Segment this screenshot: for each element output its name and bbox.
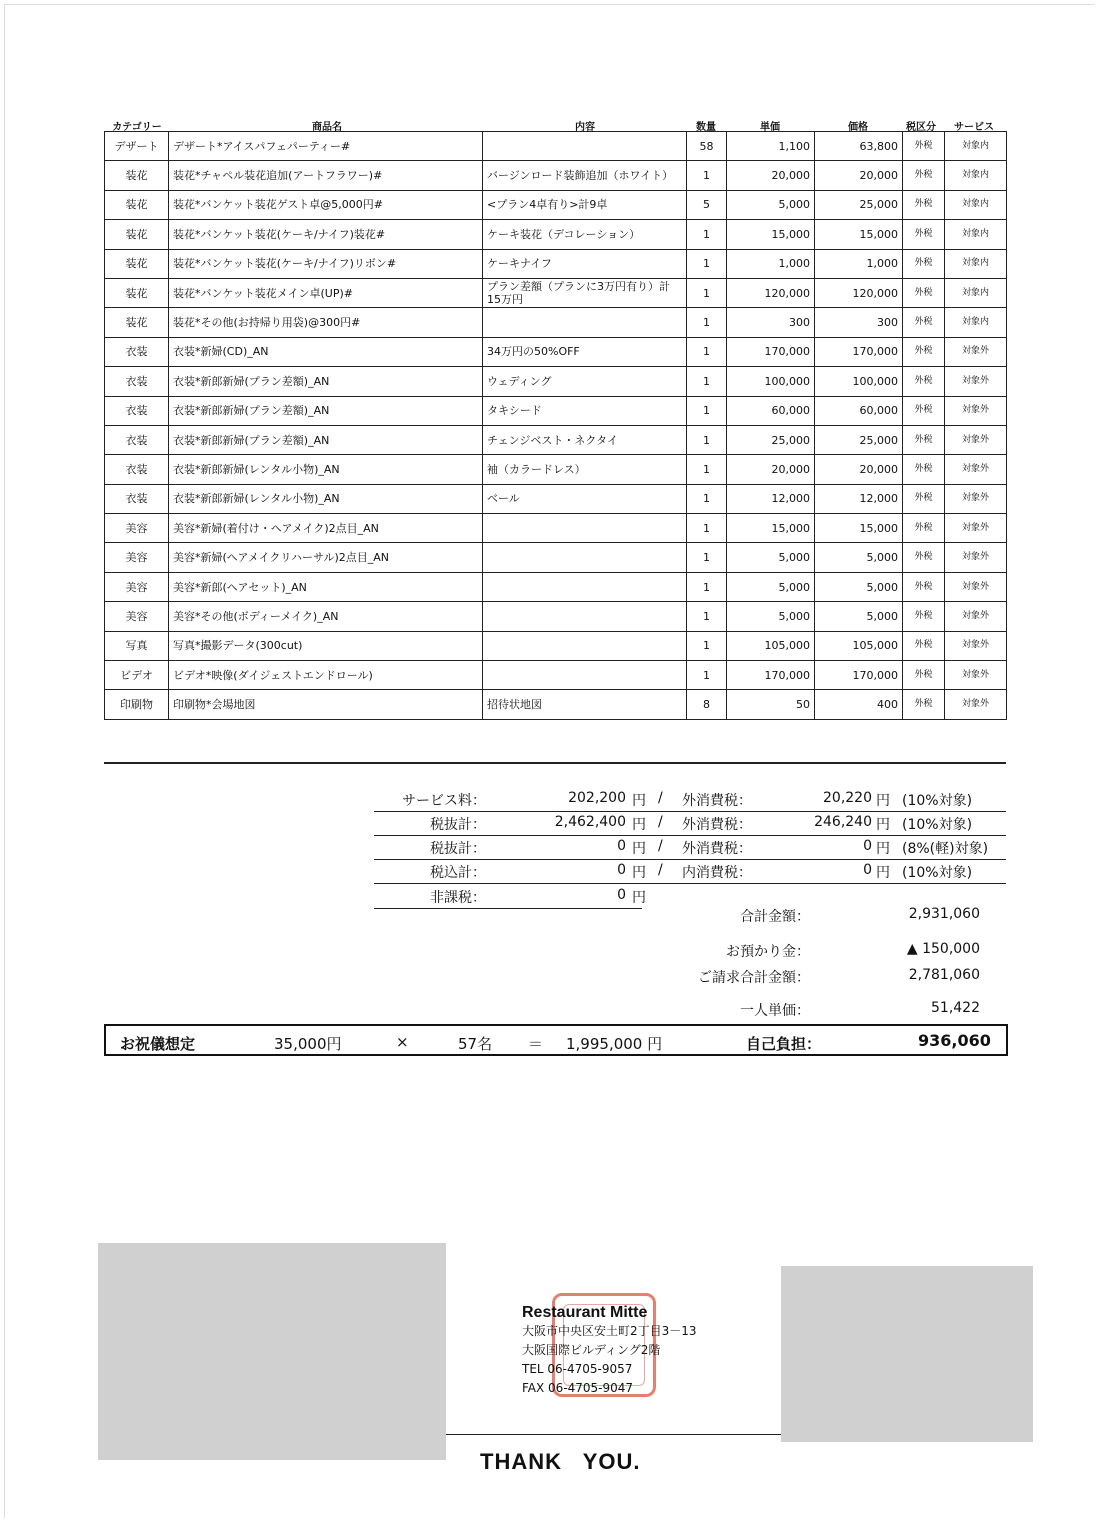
- summary-row: [374, 860, 1006, 884]
- row-category: ビデオ: [105, 661, 169, 690]
- row-tax-type: 外税: [903, 190, 945, 219]
- row-name: 装花*バンケット装花メイン卓(UP)#: [169, 278, 483, 307]
- summary-tax-yen: 円: [876, 793, 890, 809]
- row-price: 25,000: [815, 190, 903, 219]
- row-name: 衣装*新郎新婦(レンタル小物)_AN: [169, 484, 483, 513]
- row-unit-price: 25,000: [727, 425, 815, 454]
- summary-tax-label: 内消費税：: [682, 865, 752, 881]
- row-name: 衣装*新郎新婦(プラン差額)_AN: [169, 425, 483, 454]
- row-tax-type: 外税: [903, 690, 945, 719]
- row-name: 装花*バンケット装花(ケーキ/ナイフ)リボン#: [169, 249, 483, 278]
- row-content: 34万円の50%OFF: [483, 337, 687, 366]
- row-category: 美容: [105, 572, 169, 601]
- billing-row: [700, 967, 990, 989]
- row-qty: 1: [687, 514, 727, 543]
- row-unit-price: 5,000: [727, 602, 815, 631]
- header-qty: 数量: [696, 122, 716, 133]
- row-tax-type: 外税: [903, 337, 945, 366]
- row-unit-price: 5,000: [727, 543, 815, 572]
- row-unit-price: 100,000: [727, 367, 815, 396]
- row-name: 印刷物*会場地図: [169, 690, 483, 719]
- row-service: 対象外: [945, 455, 1007, 484]
- summary-slash: /: [658, 862, 663, 878]
- row-category: 衣装: [105, 367, 169, 396]
- row-name: 装花*チャペル装花追加(アートフラワー)#: [169, 161, 483, 190]
- table-row: [105, 308, 1007, 337]
- restaurant-info: [522, 1303, 697, 1398]
- row-category: 美容: [105, 602, 169, 631]
- table-row: [105, 602, 1007, 631]
- row-tax-type: 外税: [903, 661, 945, 690]
- row-price: 12,000: [815, 484, 903, 513]
- row-category: 衣装: [105, 396, 169, 425]
- row-unit-price: 15,000: [727, 514, 815, 543]
- row-tax-type: 外税: [903, 425, 945, 454]
- per-person-label: 一人単価：: [740, 1003, 810, 1019]
- row-qty: 1: [687, 161, 727, 190]
- table-row: [105, 690, 1007, 719]
- billing-value: 2,781,060: [908, 967, 980, 983]
- self-pay-value: 936,060: [918, 1031, 991, 1050]
- row-price: 105,000: [815, 631, 903, 660]
- summary-underline: [374, 908, 642, 909]
- summary-label: 税抜計：: [430, 817, 486, 833]
- summary-tax-note: (10%対象): [902, 817, 973, 833]
- gift-per-guest: 35,000円: [274, 1035, 342, 1053]
- summary-label: 税抜計：: [430, 841, 486, 857]
- summary-tax-amount: 246,240: [814, 814, 872, 830]
- gift-label: お祝儀想定: [120, 1035, 196, 1053]
- row-tax-type: 外税: [903, 249, 945, 278]
- row-price: 15,000: [815, 220, 903, 249]
- row-unit-price: 20,000: [727, 161, 815, 190]
- summary-tax-note: (10%対象): [902, 793, 973, 809]
- address-line-2: 大阪国際ビルディング2階: [522, 1343, 661, 1357]
- row-content: [483, 661, 687, 690]
- row-service: 対象外: [945, 602, 1007, 631]
- row-tax-type: 外税: [903, 455, 945, 484]
- summary-tax-amount: 0: [863, 862, 872, 878]
- row-tax-type: 外税: [903, 543, 945, 572]
- row-name: 衣装*新婦(CD)_AN: [169, 337, 483, 366]
- table-row: [105, 514, 1007, 543]
- row-name: 装花*その他(お持帰り用袋)@300円#: [169, 308, 483, 337]
- row-content: [483, 543, 687, 572]
- header-name: 商品名: [312, 122, 342, 133]
- row-qty: 58: [687, 132, 727, 161]
- row-name: 装花*バンケット装花ゲスト卓@5,000円#: [169, 190, 483, 219]
- summary-slash: /: [658, 790, 663, 806]
- table-row: [105, 132, 1007, 161]
- row-name: 衣装*新郎新婦(プラン差額)_AN: [169, 367, 483, 396]
- row-name: 衣装*新郎新婦(プラン差額)_AN: [169, 396, 483, 425]
- row-price: 5,000: [815, 572, 903, 601]
- gift-equals: ＝: [528, 1035, 544, 1053]
- summary-tax-amount: 20,220: [823, 790, 872, 806]
- header-content: 内容: [575, 122, 595, 133]
- summary-amount: 0: [617, 838, 626, 854]
- row-name: デザート*アイスパフェパーティー#: [169, 132, 483, 161]
- row-tax-type: 外税: [903, 161, 945, 190]
- row-category: 衣装: [105, 425, 169, 454]
- summary-tax-note: (10%対象): [902, 865, 973, 881]
- row-category: 装花: [105, 308, 169, 337]
- total-value: 2,931,060: [908, 906, 980, 922]
- row-content: 袖（カラードレス）: [483, 455, 687, 484]
- row-service: 対象外: [945, 631, 1007, 660]
- row-category: 装花: [105, 190, 169, 219]
- table-row: [105, 278, 1007, 307]
- row-qty: 1: [687, 308, 727, 337]
- row-content: ケーキ装花（デコレーション）: [483, 220, 687, 249]
- row-service: 対象外: [945, 572, 1007, 601]
- gift-total: 1,995,000 円: [566, 1035, 663, 1053]
- row-qty: 1: [687, 337, 727, 366]
- row-service: 対象内: [945, 308, 1007, 337]
- summary-tax-label: 外消費税：: [682, 817, 752, 833]
- row-name: 美容*新婦(着付け・ヘアメイク)2点目_AN: [169, 514, 483, 543]
- row-service: 対象外: [945, 337, 1007, 366]
- summary-row: [374, 836, 1006, 860]
- row-tax-type: 外税: [903, 220, 945, 249]
- row-category: 美容: [105, 514, 169, 543]
- row-tax-type: 外税: [903, 631, 945, 660]
- row-price: 15,000: [815, 514, 903, 543]
- row-service: 対象外: [945, 425, 1007, 454]
- row-unit-price: 170,000: [727, 337, 815, 366]
- row-unit-price: 1,000: [727, 249, 815, 278]
- row-service: 対象内: [945, 220, 1007, 249]
- row-content: ウェディング: [483, 367, 687, 396]
- gift-guests: 57名: [458, 1035, 493, 1053]
- row-service: 対象内: [945, 249, 1007, 278]
- row-price: 5,000: [815, 543, 903, 572]
- row-service: 対象内: [945, 190, 1007, 219]
- row-service: 対象内: [945, 161, 1007, 190]
- row-price: 1,000: [815, 249, 903, 278]
- row-tax-type: 外税: [903, 132, 945, 161]
- row-content: [483, 572, 687, 601]
- gift-times: ×: [396, 1033, 409, 1051]
- row-content: [483, 132, 687, 161]
- row-content: チェンジベスト・ネクタイ: [483, 425, 687, 454]
- row-category: 装花: [105, 278, 169, 307]
- redacted-block-left: [98, 1243, 446, 1460]
- row-category: 衣装: [105, 455, 169, 484]
- row-qty: 5: [687, 190, 727, 219]
- deposit-value: ▲ 150,000: [906, 941, 980, 957]
- row-name: 美容*その他(ボディーメイク)_AN: [169, 602, 483, 631]
- row-tax-type: 外税: [903, 602, 945, 631]
- row-category: 装花: [105, 220, 169, 249]
- row-service: 対象外: [945, 543, 1007, 572]
- row-unit-price: 1,100: [727, 132, 815, 161]
- summary-yen: 円: [632, 793, 646, 809]
- row-tax-type: 外税: [903, 308, 945, 337]
- table-row: [105, 249, 1007, 278]
- summary-tax-amount: 0: [863, 838, 872, 854]
- row-category: 衣装: [105, 484, 169, 513]
- address-line-1: 大阪市中央区安土町2丁目3－13: [522, 1324, 697, 1338]
- summary-divider: [104, 762, 1006, 764]
- row-tax-type: 外税: [903, 367, 945, 396]
- summary-row: [374, 812, 1006, 836]
- summary-yen: 円: [632, 817, 646, 833]
- row-content: [483, 514, 687, 543]
- row-qty: 8: [687, 690, 727, 719]
- row-qty: 1: [687, 572, 727, 601]
- row-unit-price: 12,000: [727, 484, 815, 513]
- header-unit: 単価: [760, 122, 780, 133]
- thank-you-text: THANK YOU.: [480, 1449, 641, 1474]
- row-qty: 1: [687, 631, 727, 660]
- summary-amount: 0: [617, 862, 626, 878]
- row-content: [483, 308, 687, 337]
- row-price: 20,000: [815, 455, 903, 484]
- row-service: 対象外: [945, 661, 1007, 690]
- summary-row: [374, 788, 1006, 812]
- row-qty: 1: [687, 484, 727, 513]
- restaurant-name: Restaurant Mitte: [522, 1304, 648, 1321]
- row-category: 衣装: [105, 337, 169, 366]
- row-tax-type: 外税: [903, 396, 945, 425]
- row-service: 対象外: [945, 690, 1007, 719]
- summary-underline: [374, 883, 1006, 884]
- summary-amount: 202,200: [568, 790, 626, 806]
- table-row: [105, 543, 1007, 572]
- summary-label: 税込計：: [430, 865, 486, 881]
- table-row: [105, 367, 1007, 396]
- row-price: 20,000: [815, 161, 903, 190]
- row-content: プラン差額（プランに3万円有り）計15万円: [483, 278, 687, 307]
- summary-label: 非課税：: [430, 890, 486, 906]
- total-amount-row: [700, 906, 990, 928]
- row-price: 170,000: [815, 337, 903, 366]
- row-price: 60,000: [815, 396, 903, 425]
- row-price: 170,000: [815, 661, 903, 690]
- summary-yen: 円: [632, 865, 646, 881]
- total-label: 合計金額：: [740, 909, 810, 925]
- summary-tax-yen: 円: [876, 865, 890, 881]
- self-pay-label: 自己負担：: [746, 1035, 822, 1053]
- row-price: 5,000: [815, 602, 903, 631]
- row-content: タキシード: [483, 396, 687, 425]
- row-qty: 1: [687, 425, 727, 454]
- table-row: [105, 190, 1007, 219]
- table-row: [105, 161, 1007, 190]
- summary-amount: 2,462,400: [554, 814, 626, 830]
- row-service: 対象内: [945, 278, 1007, 307]
- row-unit-price: 5,000: [727, 190, 815, 219]
- row-price: 400: [815, 690, 903, 719]
- row-category: 写真: [105, 631, 169, 660]
- row-name: ビデオ*映像(ダイジェストエンドロール): [169, 661, 483, 690]
- row-tax-type: 外税: [903, 278, 945, 307]
- row-qty: 1: [687, 602, 727, 631]
- row-content: [483, 631, 687, 660]
- row-tax-type: 外税: [903, 514, 945, 543]
- items-table-body: [105, 132, 1007, 720]
- row-service: 対象外: [945, 396, 1007, 425]
- items-table: [104, 131, 1007, 720]
- header-service: サービス: [954, 122, 994, 133]
- summary-slash: /: [658, 838, 663, 854]
- row-qty: 1: [687, 543, 727, 572]
- items-table-header: [104, 112, 1006, 132]
- summary-yen: 円: [632, 841, 646, 857]
- per-person-row: [700, 1000, 990, 1022]
- row-category: 美容: [105, 543, 169, 572]
- table-row: [105, 425, 1007, 454]
- row-tax-type: 外税: [903, 484, 945, 513]
- row-service: 対象外: [945, 484, 1007, 513]
- row-name: 衣装*新郎新婦(レンタル小物)_AN: [169, 455, 483, 484]
- row-price: 120,000: [815, 278, 903, 307]
- row-content: バージンロード装飾追加（ホワイト）: [483, 161, 687, 190]
- row-unit-price: 15,000: [727, 220, 815, 249]
- row-unit-price: 170,000: [727, 661, 815, 690]
- summary-tax-yen: 円: [876, 817, 890, 833]
- row-unit-price: 5,000: [727, 572, 815, 601]
- row-price: 300: [815, 308, 903, 337]
- row-qty: 1: [687, 396, 727, 425]
- row-price: 63,800: [815, 132, 903, 161]
- row-name: 美容*新婦(ヘアメイクリハーサル)2点目_AN: [169, 543, 483, 572]
- row-service: 対象内: [945, 132, 1007, 161]
- per-person-value: 51,422: [931, 1000, 980, 1016]
- table-row: [105, 396, 1007, 425]
- summary-label: サービス料：: [402, 793, 486, 809]
- header-tax: 税区分: [906, 122, 936, 133]
- row-content: <プラン4卓有り>計9卓: [483, 190, 687, 219]
- row-category: 装花: [105, 249, 169, 278]
- tel-number: TEL 06-4705-9057: [522, 1362, 633, 1376]
- row-tax-type: 外税: [903, 572, 945, 601]
- row-qty: 1: [687, 455, 727, 484]
- gift-estimate-box: [104, 1024, 1008, 1056]
- row-content: ベール: [483, 484, 687, 513]
- row-category: 印刷物: [105, 690, 169, 719]
- table-row: [105, 661, 1007, 690]
- billing-label: ご請求合計金額：: [698, 970, 810, 986]
- header-price: 価格: [848, 122, 868, 133]
- deposit-label: お預かり金：: [726, 944, 810, 960]
- row-service: 対象外: [945, 514, 1007, 543]
- row-qty: 1: [687, 661, 727, 690]
- row-unit-price: 50: [727, 690, 815, 719]
- summary-tax-label: 外消費税：: [682, 793, 752, 809]
- summary-amount: 0: [617, 887, 626, 903]
- summary-slash: /: [658, 814, 663, 830]
- row-price: 25,000: [815, 425, 903, 454]
- table-row: [105, 337, 1007, 366]
- row-service: 対象外: [945, 367, 1007, 396]
- summary-tax-note: (8%(軽)対象): [902, 841, 989, 857]
- row-unit-price: 60,000: [727, 396, 815, 425]
- row-price: 100,000: [815, 367, 903, 396]
- row-category: 装花: [105, 161, 169, 190]
- summary-tax-yen: 円: [876, 841, 890, 857]
- table-row: [105, 572, 1007, 601]
- row-qty: 1: [687, 220, 727, 249]
- row-name: 写真*撮影データ(300cut): [169, 631, 483, 660]
- redacted-block-right: [781, 1266, 1033, 1442]
- row-unit-price: 20,000: [727, 455, 815, 484]
- fax-number: FAX 06-4705-9047: [522, 1381, 634, 1395]
- summary-yen: 円: [632, 890, 646, 906]
- table-row: [105, 484, 1007, 513]
- row-name: 装花*バンケット装花(ケーキ/ナイフ)装花#: [169, 220, 483, 249]
- row-qty: 1: [687, 249, 727, 278]
- row-content: [483, 602, 687, 631]
- row-qty: 1: [687, 278, 727, 307]
- footer-line: [446, 1434, 781, 1435]
- row-qty: 1: [687, 367, 727, 396]
- table-row: [105, 455, 1007, 484]
- table-row: [105, 220, 1007, 249]
- row-content: ケーキナイフ: [483, 249, 687, 278]
- summary-tax-label: 外消費税：: [682, 841, 752, 857]
- row-category: デザート: [105, 132, 169, 161]
- table-row: [105, 631, 1007, 660]
- row-unit-price: 120,000: [727, 278, 815, 307]
- row-unit-price: 300: [727, 308, 815, 337]
- row-unit-price: 105,000: [727, 631, 815, 660]
- deposit-row: [700, 941, 990, 963]
- row-content: 招待状地図: [483, 690, 687, 719]
- row-name: 美容*新郎(ヘアセット)_AN: [169, 572, 483, 601]
- header-category: カテゴリー: [112, 122, 162, 133]
